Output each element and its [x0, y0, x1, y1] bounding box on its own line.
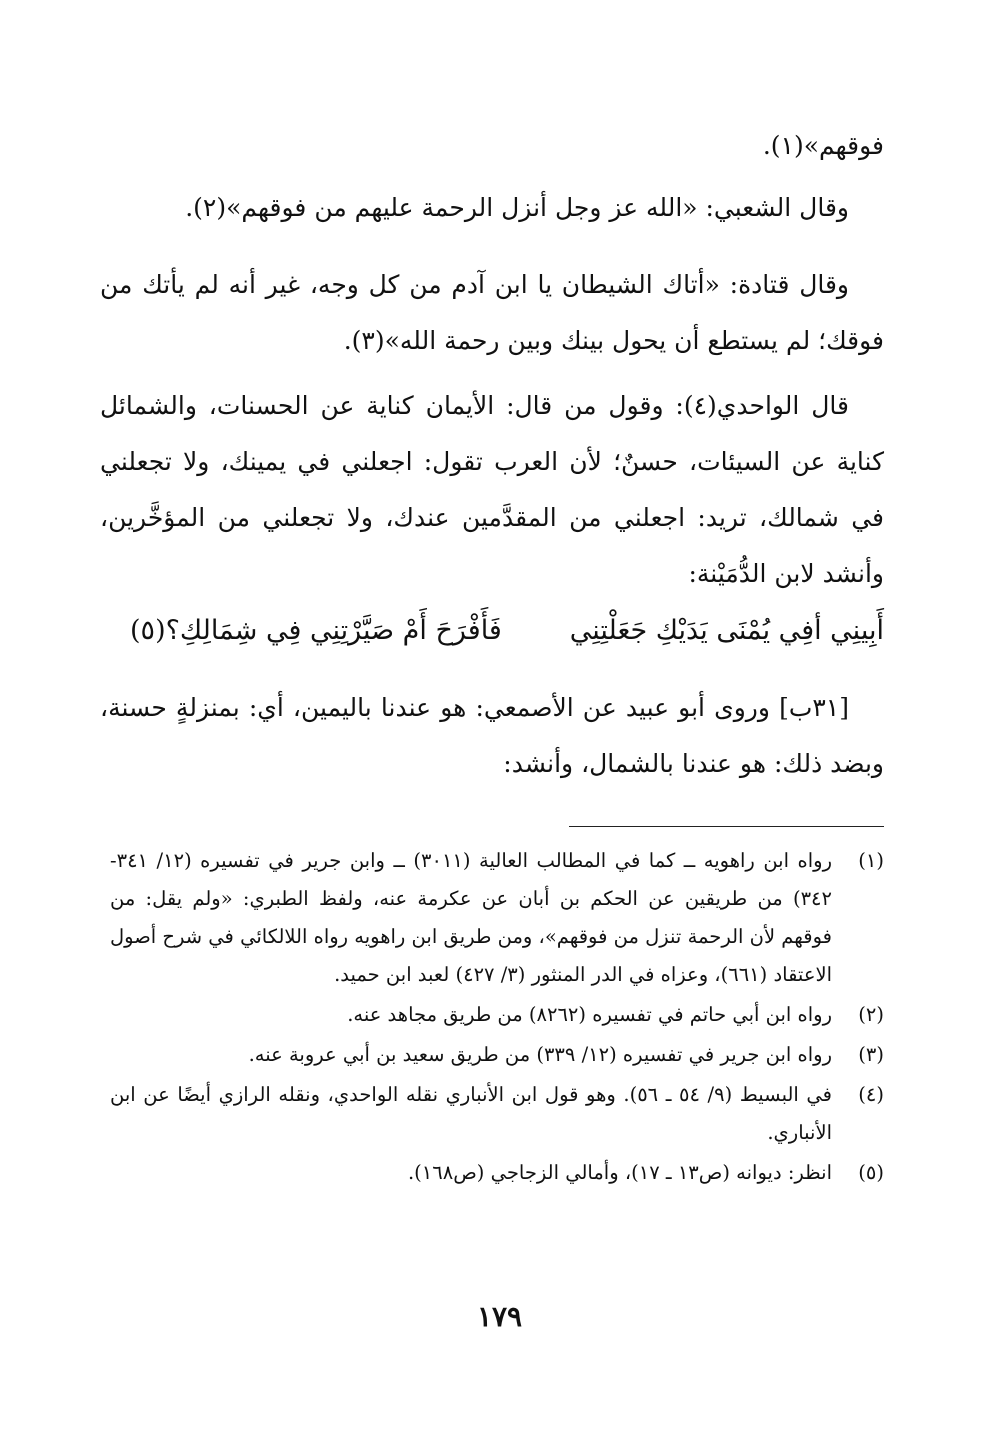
footnote-number: (٥): [858, 1161, 884, 1184]
footnote-2: [110, 996, 884, 1034]
footnote-4: [110, 1076, 884, 1152]
footnote-number: (٣): [858, 1043, 884, 1066]
poetry-verse: [130, 603, 884, 659]
paragraph-text: قال الواحدي(٤): وقول من قال: الأيمان كناية عن الحسنات، والشمائل كناية عن السيئات، حسنٌ؛ لأن العرب تقول: اجعلني في يمينك، ولا تجعلني في شمالك، تريد: اجعلني من المقدَّمين عندك، ولا تجعلني من المؤخَّرين، وأنشد لابن الدُّمَيْنة:: [100, 391, 884, 588]
footnote-number: (٢): [858, 1003, 884, 1026]
main-text-paragraph-4: [100, 378, 884, 602]
footnote-text: رواه ابن راهويه ــ كما في المطالب العالية (٣٠١١) ــ وابن جرير في تفسيره (١٢/ ٣٤١- ٣٤٢) من طريقين عن الحكم بن أبان عن عكرمة عنه، ولفظ الطبري: «ولم يقل: من فوقهم لأن الرحمة تنزل من فوقهم»، ومن طريق ابن راهويه رواه اللالكائي في شرح أصول الاعتقاد (٦٦١)، وعزاه في الدر المنثور (٣/ ٤٢٧) لعبد ابن حميد.: [110, 849, 833, 986]
footnote-text: رواه ابن جرير في تفسيره (١٢/ ٣٣٩) من طريق سعيد بن أبي عروبة عنه.: [248, 1043, 832, 1066]
verse-second-hemistich: فَأَفْرَحَ أَمْ صَيَّرْتِنِي فِي شِمَالِكِ؟(٥): [130, 615, 502, 646]
footnote-separator: [569, 826, 884, 827]
footnote-number: (١): [858, 849, 884, 872]
paragraph-text: [٣١ب] وروى أبو عبيد عن الأصمعي: هو عندنا باليمين، أي: بمنزلةٍ حسنة، وبضد ذلك: هو عندنا بالشمال، وأنشد:: [100, 693, 884, 778]
footnote-text: في البسيط (٩/ ٥٤ ـ ٥٦). وهو قول ابن الأنباري نقله الواحدي، ونقله الرازي أيضًا عن ابن الأنباري.: [110, 1083, 832, 1144]
footnote-number: (٤): [858, 1083, 884, 1106]
paragraph-text: وقال الشعبي: «الله عز وجل أنزل الرحمة عليهم من فوقهم»(٢).: [185, 193, 849, 222]
footnote-3: [110, 1036, 884, 1074]
paragraph-text: وقال قتادة: «أتاك الشيطان يا ابن آدم من كل وجه، غير أنه لم يأتك من فوقك؛ لم يستطع أن يحول بينك وبين رحمة الله»(٣).: [100, 270, 884, 355]
paragraph-text: فوقهم»(١).: [762, 131, 884, 160]
footnote-text: رواه ابن أبي حاتم في تفسيره (٨٢٦٢) من طريق مجاهد عنه.: [347, 1003, 832, 1026]
main-text-paragraph-1: [100, 118, 884, 174]
main-text-paragraph-3: [100, 257, 884, 369]
page-number: ١٧٩: [476, 1300, 523, 1333]
main-text-paragraph-5: [100, 680, 884, 792]
footnote-1: [110, 842, 884, 994]
footnote-text: انظر: ديوانه (ص١٣ ـ ١٧)، وأمالي الزجاجي (ص١٦٨).: [407, 1161, 832, 1184]
footnote-5: [110, 1154, 884, 1192]
verse-first-hemistich: أَبِينِي أفِي يُمْنَى يَدَيْكِ جَعَلْتِنِي: [569, 615, 884, 646]
main-text-paragraph-2: [100, 180, 884, 236]
footnotes-section: [110, 842, 884, 1194]
